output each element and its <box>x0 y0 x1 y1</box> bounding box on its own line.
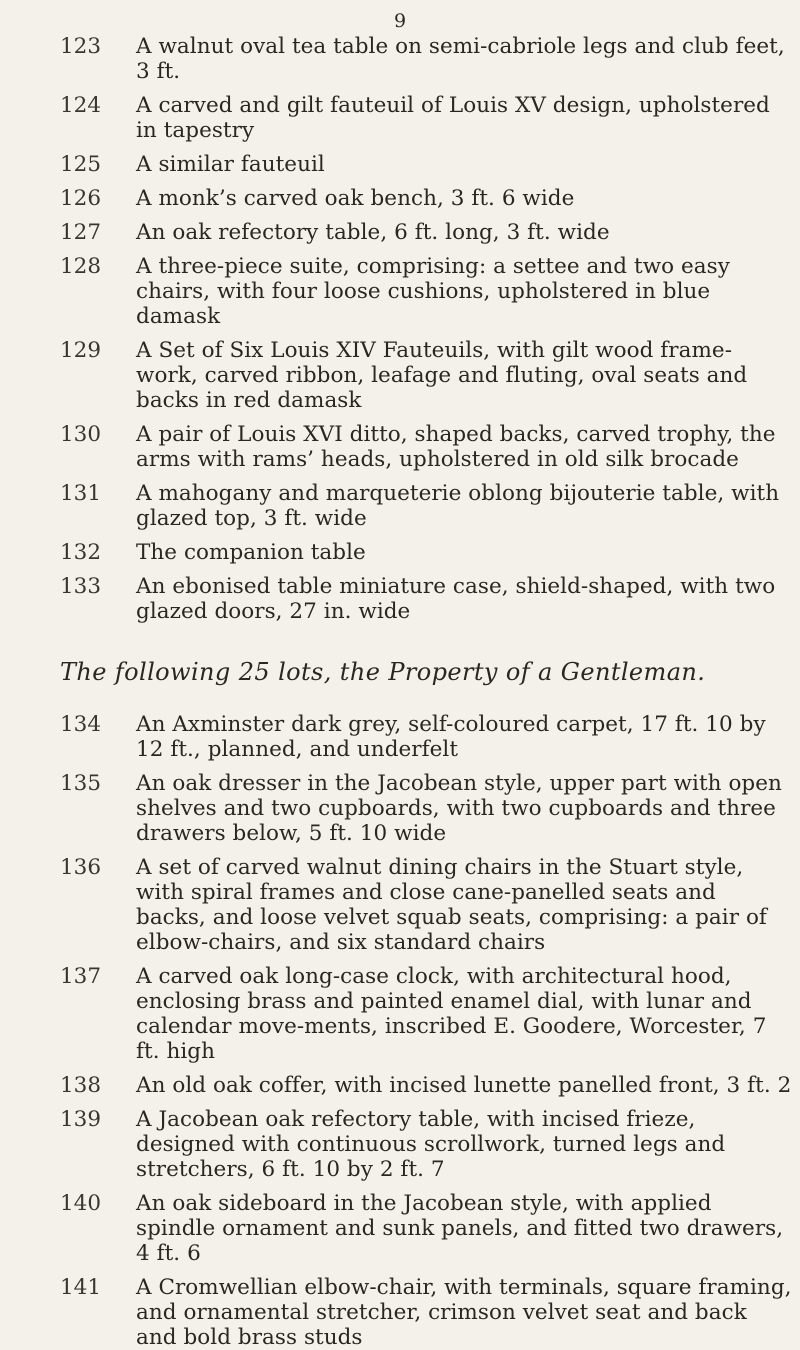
lot-description: A pair of Louis XVI ditto, shaped backs, carved trophy, the arms with rams’ heads, upholstered in old silk brocade <box>136 422 776 472</box>
lot-number: 123 <box>60 34 102 59</box>
lot-item <box>0 1191 800 1266</box>
lot-item <box>0 220 800 245</box>
lot-description: A walnut oval tea table on semi-cabriole legs and club feet, 3 ft. <box>136 34 785 84</box>
lot-item <box>0 855 800 955</box>
lot-number: 124 <box>60 93 102 118</box>
lot-item <box>0 1107 800 1182</box>
lot-number: 133 <box>60 574 102 599</box>
lot-item <box>0 422 800 472</box>
lot-item <box>0 964 800 1064</box>
lot-item <box>0 338 800 413</box>
lot-number: 127 <box>60 220 102 245</box>
lot-item <box>0 1073 800 1098</box>
lot-description: An oak dresser in the Jacobean style, upper part with open shelves and two cupboards, with two cupboards and three drawers below, 5 ft. 10 wide <box>136 771 782 846</box>
page-number: 9 <box>393 10 407 32</box>
lot-description: A three-piece suite, comprising: a settee and two easy chairs, with four loose cushions, upholstered in blue damask <box>136 254 730 329</box>
lot-item <box>0 540 800 565</box>
lot-item <box>0 771 800 846</box>
lot-description: A Jacobean oak refectory table, with incised frieze, designed with continuous scrollwork, turned legs and stretchers, 6 ft. 10 by 2 ft. 7 <box>136 1107 726 1182</box>
lot-description: An oak refectory table, 6 ft. long, 3 ft. wide <box>136 220 610 245</box>
lot-number: 138 <box>60 1073 102 1098</box>
lot-number: 126 <box>60 186 102 211</box>
lot-item <box>0 254 800 329</box>
lot-description: A Cromwellian elbow-chair, with terminals, square framing, and ornamental stretcher, crimson velvet seat and back and bold brass studs <box>136 1275 792 1350</box>
lot-item <box>0 152 800 177</box>
section-heading: The following 25 lots, the Property of a Gentleman. <box>60 658 706 686</box>
lot-description: A similar fauteuil <box>136 152 325 177</box>
lot-description: A mahogany and marqueterie oblong bijouterie table, with glazed top, 3 ft. wide <box>136 481 780 531</box>
lot-description: A carved and gilt fauteuil of Louis XV design, upholstered in tapestry <box>136 93 770 143</box>
lot-item <box>0 34 800 84</box>
lot-number: 132 <box>60 540 102 565</box>
lot-number: 139 <box>60 1107 102 1132</box>
lot-description: A Set of Six Louis XIV Fauteuils, with gilt wood frame-work, carved ribbon, leafage and fluting, oval seats and backs in red damask <box>136 338 748 413</box>
lot-description: An old oak coffer, with incised lunette panelled front, 3 ft. 2 <box>136 1073 792 1098</box>
lot-number: 135 <box>60 771 102 796</box>
lot-description: A carved oak long-case clock, with architectural hood, enclosing brass and painted enamel dial, with lunar and calendar move-ments, inscribed E. Gooderе, Worcester, 7 ft. high <box>136 964 767 1064</box>
lot-item <box>0 481 800 531</box>
lot-number: 136 <box>60 855 102 880</box>
lot-item <box>0 574 800 624</box>
lot-number: 140 <box>60 1191 102 1216</box>
lot-description: An Axminster dark grey, self-coloured carpet, 17 ft. 10 by 12 ft., planned, and underfelt <box>136 712 766 762</box>
lot-description: An ebonised table miniature case, shield-shaped, with two glazed doors, 27 in. wide <box>136 574 776 624</box>
lot-number: 137 <box>60 964 102 989</box>
lot-list-top <box>0 34 800 624</box>
lot-description: A monk’s carved oak bench, 3 ft. 6 wide <box>136 186 575 211</box>
lot-item <box>0 186 800 211</box>
lot-description: The companion table <box>136 540 366 565</box>
lot-description: An oak sideboard in the Jacobean style, with applied spindle ornament and sunk panels, and fitted two drawers, 4 ft. 6 <box>136 1191 784 1266</box>
lot-number: 125 <box>60 152 102 177</box>
lot-description: A set of carved walnut dining chairs in the Stuart style, with spiral frames and close cane-panelled seats and backs, and loose velvet squab seats, comprising: a pair of elbow-chairs, and six standard chairs <box>136 855 767 955</box>
lot-item <box>0 1275 800 1350</box>
lot-number: 128 <box>60 254 102 279</box>
lot-number: 141 <box>60 1275 102 1300</box>
lot-item <box>0 93 800 143</box>
lot-number: 131 <box>60 481 102 506</box>
lot-list-bottom <box>0 712 800 1350</box>
lot-number: 129 <box>60 338 102 363</box>
lot-number: 134 <box>60 712 102 737</box>
lot-number: 130 <box>60 422 102 447</box>
lot-item <box>0 712 800 762</box>
